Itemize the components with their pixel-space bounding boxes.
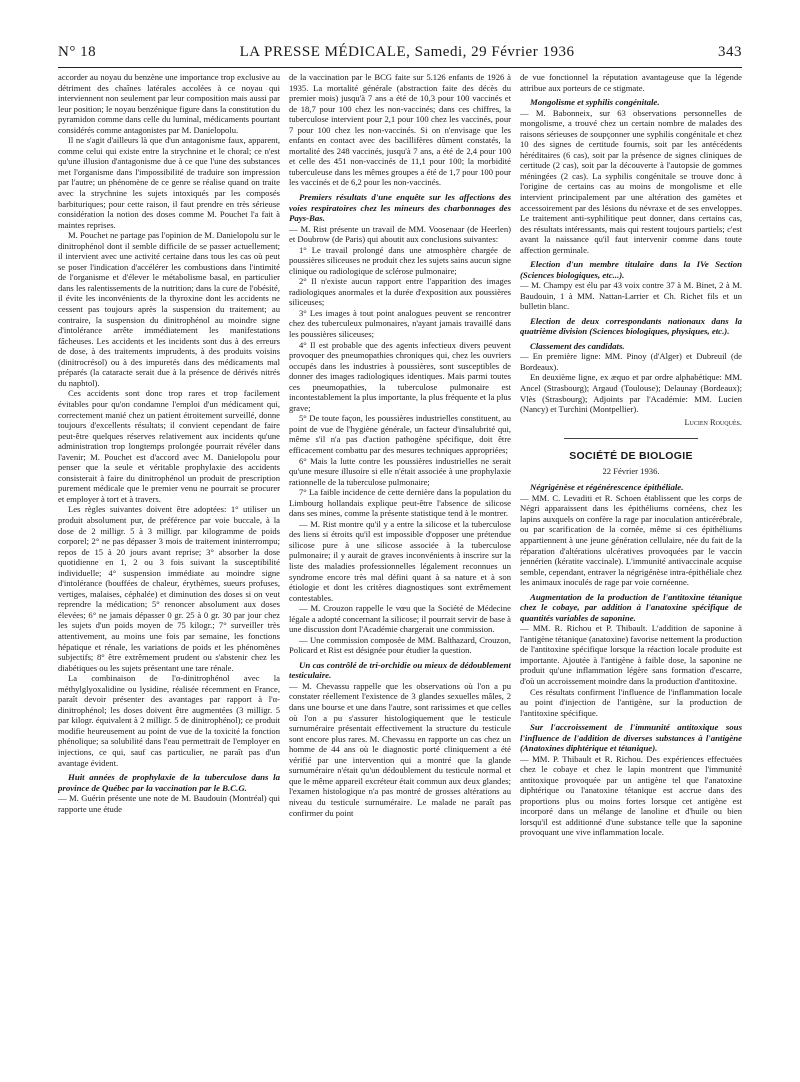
issue-number: N° 18	[58, 44, 97, 60]
section-heading: Election d'un membre titulaire dans la IVe Section (Sciences biologiques, etc...).	[520, 259, 742, 280]
paragraph: — M. Guérin présente une note de M. Baudouin (Montréal) qui rapporte une étude	[58, 793, 280, 814]
paragraph: Les règles suivantes doivent être adoptées: 1° utiliser un produit absolument pur, de préférence par voie buccale, à la dose de 2 milligr. 5 à 3 milligr. par kilogramme de poids corporel; 2° ne pas dépasser 3 mois de traitement ininterrompu; repos de 15 à 20 jours avant reprise; 3° absorber la dose quotidienne en 1, 2 ou 3 fois suivant la susceptibilité individuelle; 4° suspension immédiate au moindre signe d'intolérance (bouffées de chaleur, érythèmes, sueurs profuses, vertiges, malaises, céphalée) et diminution des doses si on veut reprendre la médication; 5° renoncer absolument aux doses élevées; 6° ne jamais dépasser 0 gr. 25 à 0 gr. 30 par jour chez les sujets d'un poids moyen de 75 kilogr.; 7° surveiller très attentivement, au moins une fois par semaine, les fonctions hépatique et rénale, les variations de poids et les phénomènes subjectifs; 8° être extrêmement prudent ou s'abstenir chez les diabétiques ou les sujets présentant une tare rénale.	[58, 504, 280, 673]
section-heading: Un cas contrôlé de tri-orchidie ou mieux de dédoublement testiculaire.	[289, 659, 511, 681]
paragraph: — M. Champy est élu par 43 voix contre 37 à M. Binet, 2 à M. Baudouin, 1 à MM. Nattan-Larrier et Ch. Richet fils et un bulletin blanc.	[520, 280, 742, 312]
column-1	[58, 72, 280, 1072]
paragraph: — M. Rist présente un travail de MM. Voosenaar (de Heerlen) et Doubrow (de Paris) qui aboutit aux conclusions suivantes:	[289, 223, 511, 245]
paragraph: Ces résultats confirment l'influence de l'inflammation locale au point d'injection de l'antigène, sur la production de l'antitoxine spécifique.	[520, 686, 742, 718]
paragraph: — M. Babonneix, sur 63 observations personnelles de mongolisme, a trouvé chez un certain nombre de malades des raisons sérieuses de soupçonner une syphilis congénitale et chez 10 des signes de certitude fournis, soit par les antécédents héréditaires (6 cas), soit par la présence de signes cliniques de certitude (2 cas), soit par la découverte à l'autopsie de gommes méningées (2 cas). La syphilis congénitale se trouve donc à l'origine de certains cas au moins de mongolisme et elle intervient principalement par une altération des gamètes et accessoirement par des lésions du névraxe et de ses enveloppes. Le traitement anti-syphilitique peut donner, dans certains cas, des résultats intéressants, mais qui restent toujours partiels; c'est avant la naissance qu'il faut intervenir comme dans toute affection germinale.	[520, 107, 742, 255]
list-item: 7° La faible incidence de cette dernière dans la population du Limbourg hollandais explique peut-être l'absence de silicose dans ses mines, comme la présente statistique tend à le montrer.	[289, 487, 511, 519]
column-2	[289, 72, 511, 1072]
paragraph: — M. Chevassu rappelle que les observations où l'on a pu constater réellement l'existence de 3 glandes sexuelles mâles, 2 dans une bourse et une dans l'autre, sont rarissimes et que celles où l'on a pu s'assurer histologiquement que le testicule surnuméraire présentait effectivement la structure du testicule sont encore plus rares. M. Chevassu en rapporte un cas chez un homme de 44 ans où le diagnostic porté cliniquement a été vérifié par une intervention qui a montré que la glande surnuméraire n'était qu'un dédoublement du testicule normal et que le même appareil excréteur était commun aux deux glandes; l'examen histologique n'a pas montré de grosses altérations au niveau du testicule surnuméraire. Le malade ne paraît pas confirmer du point	[289, 680, 511, 818]
page-number: 343	[717, 44, 742, 60]
paragraph: de vue fonctionnel la réputation avantageuse que la légende attribue aux porteurs de ce stigmate.	[520, 72, 742, 93]
section-heading: Sur l'accroissement de l'immunité antitoxique sous l'influence de l'addition de diverses substances à l'antigène (Anatoxines diphtérique et tétanique).	[520, 722, 742, 754]
journal-title: LA PRESSE MÉDICALE, Samedi, 29 Février 1936	[239, 44, 575, 60]
paragraph: — MM. C. Levaditi et R. Schoen établissent que les corps de Négri apparaissent dans les épithéliums cornéens, chez les lapins auxquels on confère la rage par inoculation anticérébrale, ou par scarification de la cornée, même si ces épithéliums appartiennent à une jeune génération cellulaire, née du fait de la réparation d'altérations ulcératives provoquées par le vaccin jennérien (kératite vaccinale). L'immunité antivaccinale acquise semble, cependant, entraver la négrigénèse intra-épithéliale chez les animaux inoculés de rage par voie cornéenne.	[520, 492, 742, 588]
paragraph: La combinaison de l'α-dinitrophénol avec la méthylglyoxalidine ou lysidine, réalisée récemment en France, paraît devoir présenter des avantages par rapport à l'α-dinitrophénol; les doses doivent être augmentées (3 milligr. 5 par kilogr. équivalent à 2 milligr. 5 de dinitrophénol); ce produit modifie heureusement au point de vue de la toxicité la fonction phénolique; sa solubilité dans l'eau permettrait de l'employer en injections, ce qui, sauf cas particulier, ne paraît pas d'un avantage évident.	[58, 673, 280, 768]
list-item: 1° Le travail prolongé dans une atmosphère chargée de poussières siliceuses ne produit chez les sujets sains aucun signe clinique ou radiologique de sclérose pulmonaire;	[289, 244, 511, 276]
society-title: SOCIÉTÉ DE BIOLOGIE	[569, 450, 693, 463]
section-heading: Huit années de prophylaxie de la tuberculose dans la province de Québec par la vaccination par le B.C.G.	[58, 772, 280, 793]
section-heading: Négrigénèse et régénérescence épithéliale.	[530, 482, 684, 493]
paragraph: — MM. P. Thibault et R. Richou. Des expériences effectuées chez le cobaye et chez le lapin montrent que l'immunité antitoxique provoquée par un antigène tel que l'anatoxine diphtérique ou l'anatoxine tétanique est accrue dans des proportions plus ou moins fortes lorsque cet antigène est incorporé dans un mélange de lanoline et d'huile ou bien lorsqu'il est additionné d'une substance telle que la saponine provoquant une vive inflammation locale.	[520, 753, 742, 838]
paragraph: de la vaccination par le BCG faite sur 5.126 enfants de 1926 à 1935. La mortalité générale (abstraction faite des décès du premier mois) jusqu'à 7 ans a été de 10,3 pour 100 vaccinés et de 18,7 pour 100 chez les non-vaccinés; dans ces chiffres, la tuberculose intervient pour 2,1 pour 100 chez les vaccinés, pour 7 pour 100 chez les non-vaccinés. Si on n'envisage que les enfants en contact avec des bacillifères dûment constatés, la mortalité des 248 vaccinés, jusqu'à 7 ans, a été de 2,4 pour 100 et celle des 451 non-vaccinés de 11,1 pour 100; la morbidité tuberculeuse dans les mêmes groupes a été de 1,7 pour 100 pour les vaccinés et de 6,2 pour les non-vaccinés.	[289, 72, 511, 188]
list-item: 4° Il est probable que des agents infectieux divers peuvent provoquer des pneumopathies chroniques qui, chez les ouvriers occupés dans les industries à poussières, sont susceptibles de donner des images radiologiques identiques. Mais parmi toutes ces pneumopathies, la tuberculose pulmonaire est incontestablement la plus importante, la plus fréquente et la plus grave;	[289, 339, 511, 413]
section-heading: Augmentation de la production de l'antitoxine tétanique chez le cobaye, par addition à l'anatoxine spécifique de quantités variables de saponine.	[520, 591, 742, 623]
paragraph: — Une commission composée de MM. Balthazard, Crouzon, Policard et Rist est désignée pour étudier la question.	[289, 634, 511, 656]
section-heading: Premiers résultats d'une enquête sur les affections des voies respiratoires chez les mineurs des charbonnages des Pays-Bas.	[289, 192, 511, 224]
paragraph: — M. Rist montre qu'il y a entre la silicose et la tuberculose des liens si étroits qu'il est impossible d'opposer une prétendue silicose pure à une silicose associée à la tuberculose pulmonaire; il y aurait de graves inconvénients à inscrire sur la liste des maladies professionnelles légalement reconnues un syndrome encore très mal défini quant à sa nature et à son étiologie et dont les critères diagnostiques sont extrêmement contestables.	[289, 518, 511, 603]
section-heading: Mongolisme et syphilis congénitale.	[530, 97, 660, 108]
page-header	[58, 44, 742, 66]
section-subheading: Classement des candidats.	[530, 340, 625, 351]
paragraph: — En première ligne: MM. Pinoy (d'Alger) et Dubreuil (de Bordeaux).	[520, 351, 742, 372]
paragraph: — MM. R. Richou et P. Thibault. L'addition de saponine à l'antigène tétanique (anatoxine) favorise nettement la production de l'antitoxine spécifique lorsque la réaction locale produite est importante. Ajoutée à l'antigène à faible dose, la saponine ne produit qu'une inflammation légère sans formation d'escarre, d'où un accroissement moindre dans la production d'antitoxine.	[520, 623, 742, 686]
session-date: 22 Février 1936.	[602, 465, 660, 476]
article-columns	[58, 72, 742, 1072]
paragraph: M. Pouchet ne partage pas l'opinion de M. Danielopolu sur le dinitrophénol dont il semble difficile de se passer actuellement; il intervient avec une activité certaine dans tous les cas où peut se poser l'indication d'accélérer les combustions dans l'intimité de l'organisme et d'élever le métabolisme basal, en particulier dans les ralentissements de la nutrition; dans la cure de l'obésité, il évite les inconvénients de la thyroxine dont les accidents ne cessent pas toujours après la suspension du traitement; au contraire, la suspension du dinitrophénol au moindre signe d'intolérance arrête immédiatement les manifestations fâcheuses. Les accidents et les incidents sont dus à des erreurs de dose, à des traitements imprudents, à des produits voisins (dinitrocrésol) ou à des impuretés dans des médicaments mal préparés (la cataracte serait due à la présence de dérivés nitrés du naphtol).	[58, 230, 280, 388]
paragraph: — M. Crouzon rappelle le vœu que la Société de Médecine légale a adopté concernant la silicose; il pourrait servir de base à une discussion dont l'Académie chargerait une commission.	[289, 603, 511, 635]
list-item: 6° Mais la lutte contre les poussières industrielles ne serait qu'une mesure illusoire si elle n'était associée à une prophylaxie rationnelle de la tuberculose pulmonaire;	[289, 455, 511, 487]
author-signature: Lucien Rouquès.	[684, 417, 742, 427]
list-item: 5° De toute façon, les poussières industrielles constituent, au point de vue de l'hygiène générale, un facteur d'insalubrité qui, même s'il n'a pas d'action pathogène spécifique, doit être efficacement combattu par des mesures techniques appropriées;	[289, 413, 511, 455]
section-heading: Election de deux correspondants nationaux dans la quatrième division (Sciences biologiques, physiques, etc.).	[520, 315, 742, 337]
paragraph: Ces accidents sont donc trop rares et trop facilement évitables pour qu'on condamne l'emploi d'un médicament qui, correctement manié chez un patient étroitement surveillé, donne toujours d'excellents résultats; il convient cependant de faire peut-être quelques réserves relativement aux incidents qu'une administration trop longtemps prolongée pourrait révéler dans l'avenir; M. Pouchet est d'accord avec M. Danielopolu pour penser que la seule et véritable prophylaxie des accidents consisterait à faire du dinitrophénol un produit de prescription purement médicale que le premier venu ne pourrait se procurer et employer à tort et à travers.	[58, 388, 280, 504]
paragraph: Il ne s'agit d'ailleurs là que d'un antagonisme faux, apparent, comme celui qui existe entre la strychnine et le choral; ce n'est qu'une illusion d'antagonisme due à ce que l'une des substances met l'organisme dans l'impossibilité de traduire son impression par l'autre; un phénomène de ce genre se réalise quand on traite avec la strychnine les sujets intoxiqués par les composés barbituriques; pour cette raison, il faut prendre en très sérieuse considération la notion des doses comme M. Pouchet l'a fait à maintes reprises.	[58, 135, 280, 230]
paragraph: En deuxième ligne, ex æquo et par ordre alphabétique: MM. Ancel (Strasbourg); Argaud (Toulouse); Delaunay (Bordeaux); Vlès (Strasbourg); Adjoints par l'Académie: MM. Lucien (Nancy) et Turchini (Montpellier).	[520, 372, 742, 415]
list-item: 2° Il n'existe aucun rapport entre l'apparition des images radiologiques anormales et la durée d'exposition aux poussières siliceuses;	[289, 276, 511, 308]
list-item: 3° Les images à tout point analogues peuvent se rencontrer chez des tuberculeux pulmonaires, n'ayant jamais travaillé dans les poussières siliceuses;	[289, 307, 511, 339]
column-3	[520, 72, 742, 1072]
paragraph: accorder au noyau du benzène une importance trop exclusive au détriment des chaînes latérales accolées à ce noyau qui interviennent non seulement par leur composition mais aussi par leur position; le noyau benzénique figure dans la constitution du pyramidon comme dans celle du luminal, médicaments pourtant considérés comme antagonistes par M. Danielopolu.	[58, 72, 280, 135]
header-rule	[58, 67, 742, 68]
section-divider	[564, 438, 697, 439]
